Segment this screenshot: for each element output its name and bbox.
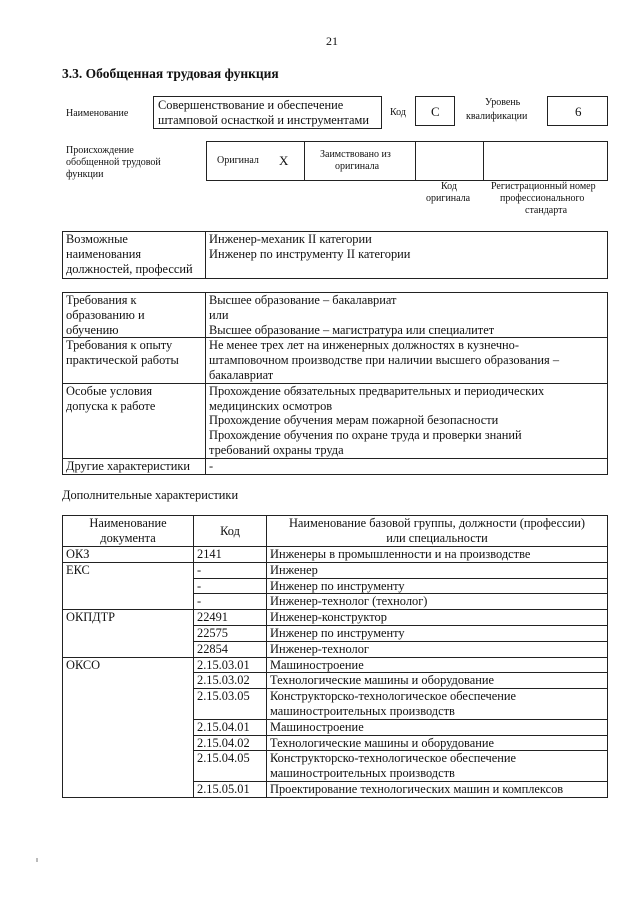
code-cell: 2.15.03.01 bbox=[194, 657, 267, 673]
name-cell bbox=[267, 547, 608, 563]
table-row bbox=[63, 293, 608, 338]
origin-divider bbox=[304, 141, 305, 181]
document-cell: ЕКС bbox=[63, 562, 194, 609]
name-line: Инженер по инструменту bbox=[270, 578, 405, 593]
document-cell: ОКСО bbox=[63, 657, 194, 797]
code-cell: 2.15.04.05 bbox=[194, 751, 267, 782]
code-cell: 2.15.04.01 bbox=[194, 719, 267, 735]
positions-label-cell: Возможные наименования должностей, профессий bbox=[63, 232, 206, 279]
header-document: Наименование документа bbox=[63, 516, 194, 547]
code-cell: 2141 bbox=[194, 547, 267, 563]
name-line: Конструкторско-технологическое обеспечение bbox=[270, 751, 517, 766]
table-row bbox=[63, 547, 608, 563]
name-line: Технологические машины и оборудование bbox=[270, 735, 494, 750]
name-cell bbox=[267, 735, 608, 751]
name-line: Инженер-технолог (технолог) bbox=[270, 594, 428, 609]
name-cell bbox=[267, 625, 608, 641]
table-header-row bbox=[63, 516, 608, 547]
requirement-label: Другие характеристики bbox=[63, 458, 206, 474]
requirements-table bbox=[62, 292, 608, 475]
name-value-box bbox=[153, 96, 382, 129]
table-row bbox=[63, 610, 608, 626]
origin-label-line-2: обобщенной трудовой bbox=[66, 157, 161, 168]
table-row bbox=[63, 657, 608, 673]
code-original-caption-2: оригинала bbox=[426, 193, 471, 204]
name-cell bbox=[267, 719, 608, 735]
level-label-line-1: Уровень bbox=[485, 97, 521, 108]
reg-number-caption-3: стандарта bbox=[525, 205, 568, 216]
borrowed-label-line-1: Заимствовано из bbox=[320, 149, 391, 160]
name-line: Машиностроение bbox=[270, 719, 364, 734]
name-cell bbox=[267, 562, 608, 578]
code-cell: 22854 bbox=[194, 641, 267, 657]
code-value-box bbox=[415, 96, 455, 126]
origin-divider bbox=[415, 141, 416, 181]
requirement-value: Не менее трех лет на инженерных должностях в кузнечно- штамповочном производстве при наличии высшего образования – бакалавриат bbox=[206, 338, 608, 383]
name-line: Инженер bbox=[270, 562, 318, 577]
table-row bbox=[63, 383, 608, 458]
table-row bbox=[63, 458, 608, 474]
code-cell: 22491 bbox=[194, 610, 267, 626]
code-label: Код bbox=[390, 107, 406, 118]
name-cell bbox=[267, 594, 608, 610]
origin-label-line-3: функции bbox=[66, 169, 104, 180]
code-cell: 2.15.04.02 bbox=[194, 735, 267, 751]
name-value-line-1: Совершенствование и обеспечение bbox=[158, 98, 344, 112]
code-cell: 22575 bbox=[194, 625, 267, 641]
positions-table bbox=[62, 231, 608, 279]
name-line: Инженер по инструменту bbox=[270, 625, 405, 640]
requirement-value: Прохождение обязательных предварительных и периодических медицинских осмотров Прохождение обучения мерам пожарной безопасности Прохождение обучения по охране труда и проверки знаний требований охраны труда bbox=[206, 383, 608, 458]
name-line: машиностроительных производств bbox=[270, 703, 455, 718]
requirement-label: Требования к опыту практической работы bbox=[63, 338, 206, 383]
code-cell: 2.15.03.05 bbox=[194, 689, 267, 720]
table-row bbox=[63, 562, 608, 578]
name-cell bbox=[267, 657, 608, 673]
code-cell: - bbox=[194, 578, 267, 594]
page-number: 21 bbox=[326, 34, 338, 48]
original-label: Оригинал bbox=[217, 155, 259, 166]
origin-box bbox=[206, 141, 608, 181]
original-mark: X bbox=[279, 153, 289, 168]
name-cell bbox=[267, 641, 608, 657]
additional-table bbox=[62, 515, 608, 798]
requirement-label: Требования к образованию и обучению bbox=[63, 293, 206, 338]
name-line: Инженер-технолог bbox=[270, 641, 369, 656]
header-code: Код bbox=[194, 516, 267, 547]
code-cell: - bbox=[194, 562, 267, 578]
requirement-value: Высшее образование – бакалавриат или Высшее образование – магистратура или специалитет bbox=[206, 293, 608, 338]
borrowed-label-line-2: оригинала bbox=[335, 161, 380, 172]
name-line: Конструкторско-технологическое обеспечение bbox=[270, 689, 517, 704]
level-value-box bbox=[547, 96, 608, 126]
name-cell bbox=[267, 689, 608, 720]
name-cell bbox=[267, 751, 608, 782]
origin-label-line-1: Происхождение bbox=[66, 145, 134, 156]
name-cell bbox=[267, 673, 608, 689]
level-label-line-2: квалификации bbox=[466, 111, 528, 122]
origin-divider bbox=[483, 141, 484, 181]
code-cell: - bbox=[194, 594, 267, 610]
header-name: Наименование базовой группы, должности (профессии) или специальности bbox=[267, 516, 608, 547]
name-line: Технологические машины и оборудование bbox=[270, 673, 494, 688]
name-line: машиностроительных производств bbox=[270, 766, 455, 781]
name-cell bbox=[267, 610, 608, 626]
name-value-line-2: штамповой оснасткой и инструментами bbox=[158, 113, 369, 127]
additional-title: Дополнительные характеристики bbox=[62, 488, 239, 502]
name-cell bbox=[267, 578, 608, 594]
section-title: 3.3. Обобщенная трудовая функция bbox=[62, 66, 279, 81]
table-row bbox=[63, 338, 608, 383]
code-value: C bbox=[431, 104, 440, 119]
requirement-label: Особые условия допуска к работе bbox=[63, 383, 206, 458]
positions-values-cell: Инженер-механик II категории Инженер по инструменту II категории bbox=[206, 232, 608, 279]
code-cell: 2.15.05.01 bbox=[194, 781, 267, 797]
name-line: Проектирование технологических машин и комплексов bbox=[270, 781, 564, 796]
name-label: Наименование bbox=[66, 108, 129, 119]
requirement-value: - bbox=[206, 458, 608, 474]
name-cell bbox=[267, 781, 608, 797]
name-line: Инженеры в промышленности и на производстве bbox=[270, 547, 531, 561]
reg-number-caption-1: Регистрационный номер bbox=[491, 181, 596, 192]
scan-mark bbox=[36, 858, 38, 862]
name-line: Инженер-конструктор bbox=[270, 610, 387, 625]
code-cell: 2.15.03.02 bbox=[194, 673, 267, 689]
level-value: 6 bbox=[575, 104, 582, 119]
document-cell: ОКПДТР bbox=[63, 610, 194, 657]
code-original-caption-1: Код bbox=[441, 181, 457, 192]
name-line: Машиностроение bbox=[270, 657, 364, 672]
reg-number-caption-2: профессионального bbox=[500, 193, 585, 204]
document-cell: ОКЗ bbox=[63, 547, 194, 563]
